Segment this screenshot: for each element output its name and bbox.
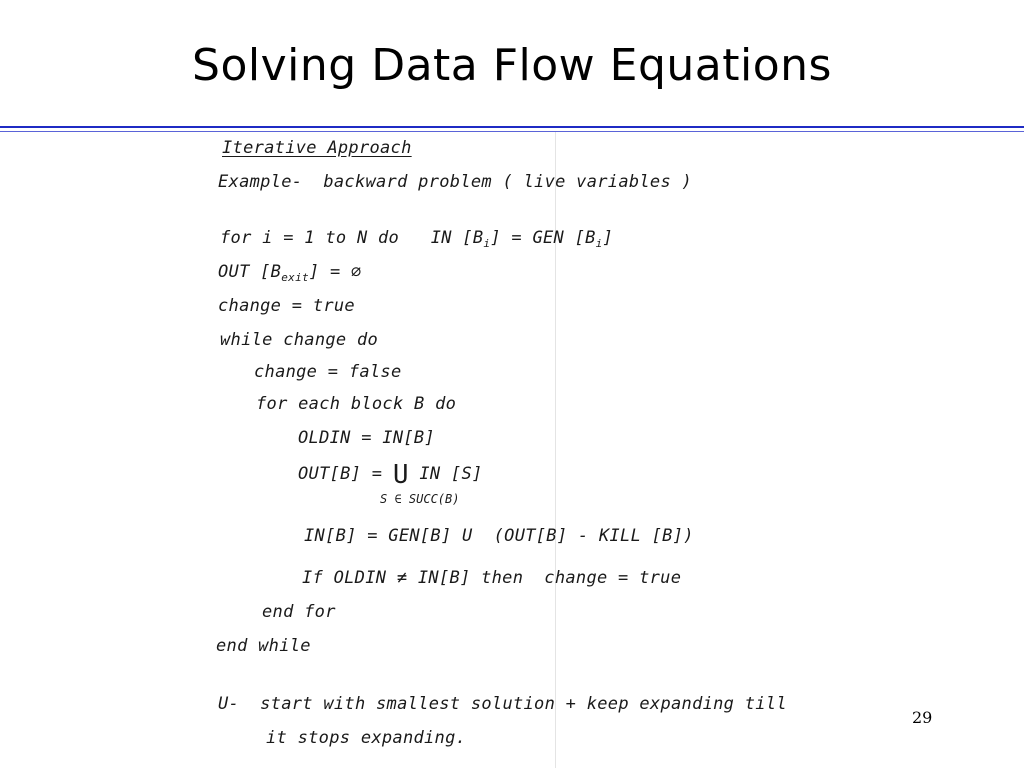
notes-line-while: while change do bbox=[220, 330, 379, 350]
notes-line-if: If OLDIN ≠ IN[B] then change = true bbox=[302, 568, 682, 588]
for-init-sub: i bbox=[483, 237, 491, 250]
for-init-end: ] bbox=[602, 228, 614, 248]
notes-footnote-1: U- start with smallest solution + keep expanding till bbox=[218, 694, 787, 714]
notes-line-for-each: for each block B do bbox=[256, 394, 457, 414]
page-number: 29 bbox=[912, 708, 933, 727]
notes-footnote-2: it stops expanding. bbox=[266, 728, 467, 748]
for-init-sub-2: i bbox=[595, 237, 603, 250]
notes-line-out-exit bbox=[218, 262, 362, 284]
notes-heading: Iterative Approach bbox=[222, 138, 412, 158]
for-init-mid: ] = GEN [B bbox=[490, 228, 596, 248]
out-exit-pre: OUT [B bbox=[218, 262, 282, 282]
for-init-text: for i = 1 to N do IN [B bbox=[220, 228, 484, 248]
out-union-post: IN [S] bbox=[408, 464, 483, 484]
notes-line-out-union bbox=[298, 460, 483, 490]
notes-line-change-true: change = true bbox=[218, 296, 355, 316]
notes-line-out-under: S ∈ SUCC(B) bbox=[380, 492, 460, 506]
notes-line-end-while: end while bbox=[216, 636, 311, 656]
out-union-pre: OUT[B] = bbox=[298, 464, 393, 484]
union-symbol: U bbox=[392, 460, 409, 490]
notes-line-end-for: end for bbox=[262, 602, 336, 622]
out-exit-sub: exit bbox=[281, 271, 309, 284]
notes-line-in-b: IN[B] = GEN[B] U (OUT[B] - KILL [B]) bbox=[304, 526, 694, 546]
notes-line-for-init bbox=[220, 228, 613, 250]
out-exit-post: ] = ∅ bbox=[308, 262, 362, 282]
slide-title: Solving Data Flow Equations bbox=[192, 40, 832, 91]
notes-line-change-false: change = false bbox=[254, 362, 402, 382]
notes-example: Example- backward problem ( live variables ) bbox=[218, 172, 693, 192]
notes-line-oldin: OLDIN = IN[B] bbox=[298, 428, 435, 448]
title-rule bbox=[0, 126, 1024, 128]
